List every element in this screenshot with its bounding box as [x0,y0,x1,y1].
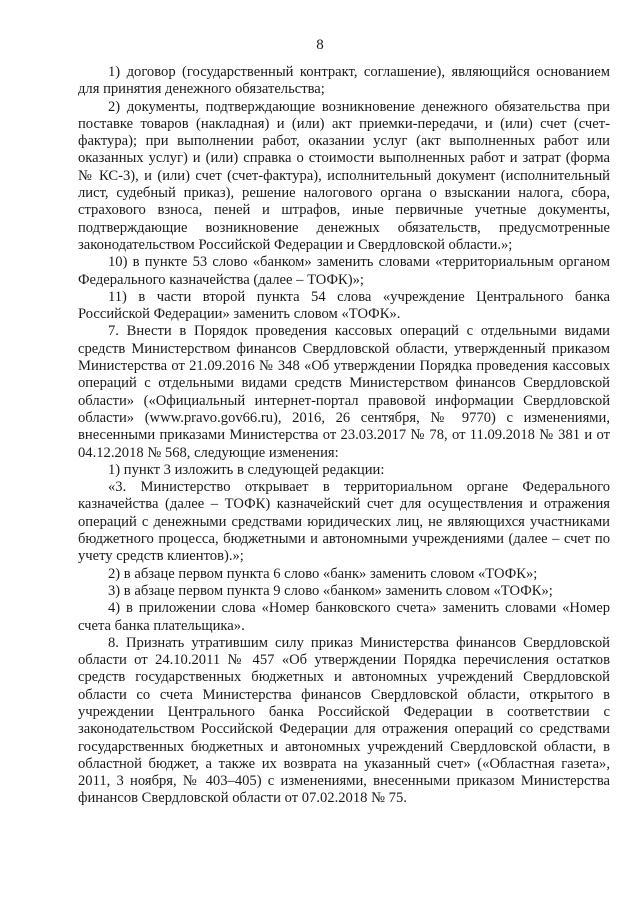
paragraph-sub-3: 3) в абзаце первом пункта 9 слово «банком» заменить словом «ТОФК»; [108,582,553,599]
paragraph-item-10: 10) в пункте 53 слово «банком» заменить словами «территориальным органом Федерального казначейства (далее – ТОФК)»; [78,254,610,288]
paragraph-item-11: 11) в части второй пункта 54 слова «учреждение Центрального банка Российской Федерации» заменить словом «ТОФК». [78,288,610,323]
paragraph-sub-1: 1) пункт 3 изложить в следующей редакции: [108,461,385,478]
paragraph-item-2: 2) документы, подтверждающие возникновение денежного обязательства при поставке товаров (накладная) и (или) акт приемки-передачи, и (или) счет (счет-фактура); при выполнении работ, оказании услуг (акт выполненных работ или оказанных услуг) и (или) справка о стоимости выполненных работ и затрат (форма № КС-3), и (или) счет (счет-фактура), исполнительный документ (исполнительный лист, судебный приказ), решение налогового органа о взыскании налога, сбора, страхового взноса, пеней и штрафов, иные первичные учетные документы, подтверждающие возникновение денежных обязательств, предусмотренные законодательством Российской Федерации и Свердловской области.»; [78,98,610,253]
paragraph-section-7: 7. Внести в Порядок проведения кассовых операций с отдельными видами средств Министерством финансов Свердловской области, утвержденный приказом Министерства от 21.09.2016 № 348 «Об утверждении Порядка проведения кассовых операций с отдельными видами средств Министерством финансов Свердловской области» («Официальный интернет-портал правовой информации Свердловской области» (www.pravo.gov66.ru), 2016, 26 сентября, № 9770) с изменениями, внесенными приказами Министерства от 23.03.2017 № 78, от 11.09.2018 № 381 и от 04.12.2018 № 568, следующие изменения: [78,323,610,461]
page-number: 8 [316,37,324,53]
document-body [78,64,610,808]
paragraph-sub-2: 2) в абзаце первом пункта 6 слово «банк» заменить словом «ТОФК»; [108,565,538,582]
paragraph-item-1: 1) договор (государственный контракт, соглашение), являющийся основанием для принятия денежного обязательства; [78,64,610,98]
paragraph-quoted-clause-3: «3. Министерство открывает в территориальном органе Федерального казначейства (далее – ТОФК) казначейский счет для осуществления и отражения операций с денежными средствами юридических лиц, не являющихся участниками бюджетного процесса, бюджетными и автономными учреждениями (далее – счет по учету средств клиентов).»; [78,479,610,565]
paragraph-sub-4: 4) в приложении слова «Номер банковского счета» заменить словами «Номер счета банка плательщика». [78,600,610,634]
paragraph-section-8: 8. Признать утратившим силу приказ Министерства финансов Свердловской области от 24.10.2011 № 457 «Об утверждении Порядка перечисления остатков средств государственных бюджетных и автономных учреждений Свердловской области со счета Министерства финансов Свердловской области, открытого в учреждении Центрального банка Российской Федерации в соответствии с законодательством Российской Федерации для отражения операций со средствами государственных бюджетных и автономных учреждений Свердловской области, в областной бюджет, а также их возврата на указанный счет» («Областная газета», 2011, 3 ноября, № 403–405) с изменениями, внесенными приказом Министерства финансов Свердловской области от 07.02.2018 № 75. [78,634,610,807]
